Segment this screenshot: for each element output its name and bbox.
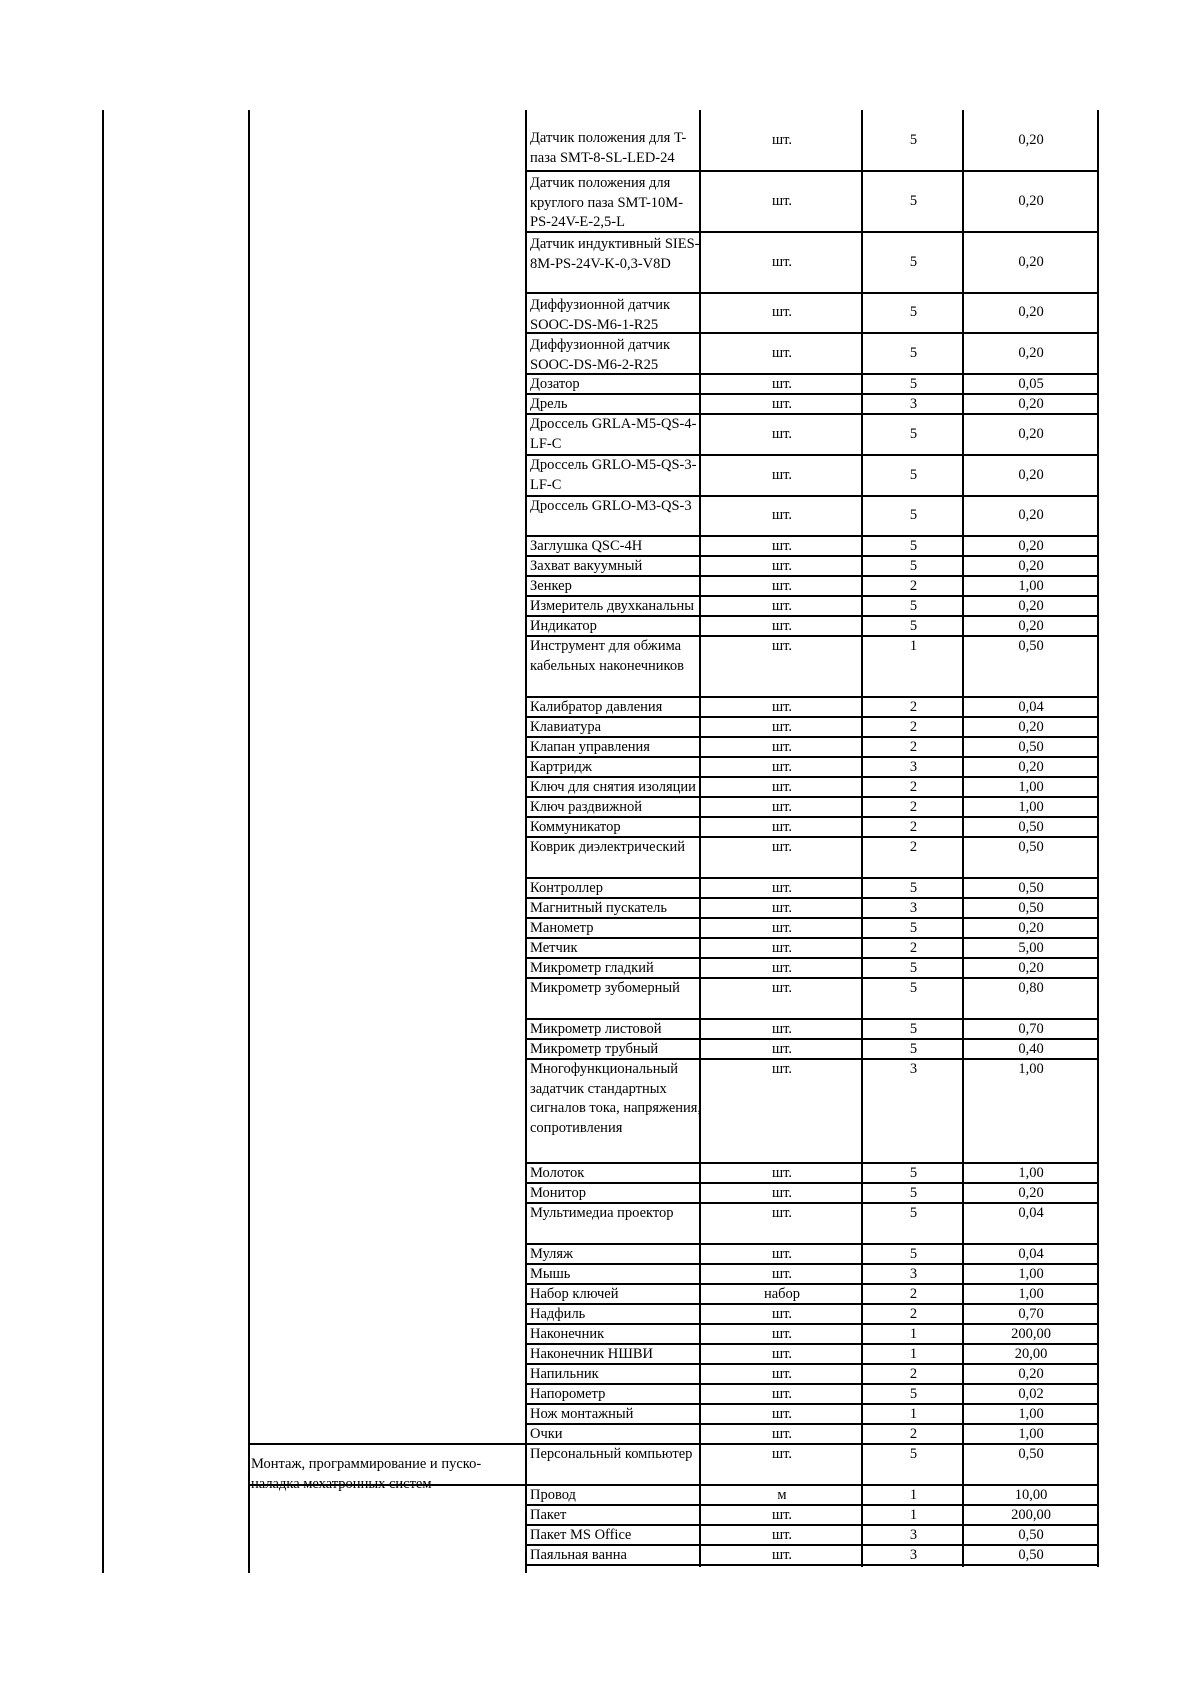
- item-quantity: 1: [909, 1487, 918, 1503]
- item-quantity: 2: [909, 578, 918, 594]
- section-title: Монтаж, программирование и пуско-наладка мехатронных систем: [251, 1456, 482, 1492]
- item-unit: шт.: [771, 376, 793, 392]
- item-name: Зенкер: [530, 578, 572, 594]
- item-norm: 0,20: [1018, 396, 1044, 412]
- item-unit: шт.: [771, 396, 793, 412]
- item-norm: 0,04: [1018, 699, 1044, 715]
- item-unit: шт.: [771, 1041, 793, 1057]
- item-norm: 0,20: [1018, 759, 1044, 775]
- item-name: Диффузионной датчик SOOC-DS-M6-1-R25: [530, 297, 671, 333]
- item-quantity: 5: [909, 1205, 918, 1221]
- item-norm: 0,40: [1018, 1041, 1044, 1057]
- item-unit: шт.: [771, 638, 793, 654]
- item-quantity: 3: [909, 396, 918, 412]
- item-norm: 1,00: [1018, 1286, 1044, 1302]
- item-unit: шт.: [771, 507, 793, 523]
- item-norm: 1,00: [1018, 1406, 1044, 1422]
- item-unit: шт.: [771, 467, 793, 483]
- item-norm: 0,20: [1018, 538, 1044, 554]
- item-name: Напильник: [530, 1366, 599, 1382]
- item-name: Паяльная ванна: [530, 1547, 627, 1563]
- item-quantity: 2: [909, 819, 918, 835]
- item-unit: набор: [763, 1286, 801, 1302]
- item-unit: шт.: [771, 426, 793, 442]
- item-quantity: 2: [909, 1286, 918, 1302]
- item-name: Измеритель двухканальны: [530, 598, 695, 614]
- item-unit: шт.: [771, 558, 793, 574]
- item-unit: шт.: [771, 598, 793, 614]
- item-norm: 0,20: [1018, 254, 1044, 270]
- item-quantity: 3: [909, 1061, 918, 1077]
- item-norm: 0,50: [1018, 739, 1044, 755]
- item-name: Мультимедиа проектор: [530, 1205, 674, 1221]
- item-unit: шт.: [771, 799, 793, 815]
- item-norm: 0,50: [1018, 900, 1044, 916]
- item-quantity: 2: [909, 719, 918, 735]
- item-quantity: 5: [909, 254, 918, 270]
- item-norm: 0,50: [1018, 638, 1044, 654]
- item-quantity: 3: [909, 759, 918, 775]
- item-quantity: 1: [909, 1507, 918, 1523]
- item-quantity: 5: [909, 960, 918, 976]
- item-name: Картридж: [530, 759, 592, 775]
- item-name: Магнитный пускатель: [530, 900, 667, 916]
- item-name: Очки: [530, 1426, 563, 1442]
- item-norm: 1,00: [1018, 1061, 1044, 1077]
- item-quantity: 5: [909, 920, 918, 936]
- item-norm: 0,50: [1018, 839, 1044, 855]
- item-quantity: 5: [909, 376, 918, 392]
- item-norm: 0,20: [1018, 598, 1044, 614]
- item-name: Монитор: [530, 1185, 586, 1201]
- item-unit: шт.: [771, 538, 793, 554]
- item-unit: шт.: [771, 1507, 793, 1523]
- item-name: Инструмент для обжима кабельных наконечников: [530, 638, 684, 674]
- item-name: Провод: [530, 1487, 576, 1503]
- item-name: Дроссель GRLO-M5-QS-3-LF-C: [530, 457, 697, 493]
- item-name: Ключ раздвижной: [530, 799, 643, 815]
- item-name: Дозатор: [530, 376, 580, 392]
- item-unit: шт.: [771, 618, 793, 634]
- item-unit: шт.: [771, 1446, 793, 1462]
- item-name: Датчик положения для круглого паза SMT-10M-PS-24V-E-2,5-L: [530, 175, 684, 230]
- item-unit: шт.: [771, 1185, 793, 1201]
- item-quantity: 2: [909, 1366, 918, 1382]
- item-unit: шт.: [771, 920, 793, 936]
- item-norm: 0,04: [1018, 1246, 1044, 1262]
- item-quantity: 5: [909, 1386, 918, 1402]
- item-name: Калибратор давления: [530, 699, 663, 715]
- item-unit: шт.: [771, 1426, 793, 1442]
- item-quantity: 5: [909, 1246, 918, 1262]
- item-norm: 200,00: [1011, 1507, 1051, 1523]
- item-unit: шт.: [771, 1246, 793, 1262]
- item-quantity: 5: [909, 980, 918, 996]
- item-norm: 0,20: [1018, 132, 1044, 148]
- item-norm: 0,20: [1018, 719, 1044, 735]
- item-unit: шт.: [771, 1021, 793, 1037]
- item-unit: шт.: [771, 1527, 793, 1543]
- item-unit: шт.: [771, 1205, 793, 1221]
- item-norm: 1,00: [1018, 799, 1044, 815]
- item-name: Датчик индуктивный SIES-8M-PS-24V-K-0,3-V8D: [530, 236, 700, 272]
- item-quantity: 1: [909, 1326, 918, 1342]
- item-unit: шт.: [771, 940, 793, 956]
- item-name: Пакет: [530, 1507, 567, 1523]
- item-norm: 1,00: [1018, 779, 1044, 795]
- item-norm: 0,20: [1018, 558, 1044, 574]
- item-norm: 0,20: [1018, 345, 1044, 361]
- item-name: Дроссель GRLA-M5-QS-4-LF-C: [530, 416, 697, 452]
- item-quantity: 2: [909, 739, 918, 755]
- item-quantity: 5: [909, 598, 918, 614]
- item-unit: шт.: [771, 1346, 793, 1362]
- row-divider: [525, 292, 1099, 294]
- item-norm: 0,50: [1018, 1547, 1044, 1563]
- item-name: Дрель: [530, 396, 568, 412]
- item-quantity: 5: [909, 507, 918, 523]
- item-quantity: 3: [909, 900, 918, 916]
- item-norm: 0,50: [1018, 1446, 1044, 1462]
- item-quantity: 2: [909, 1306, 918, 1322]
- item-norm: 0,50: [1018, 1527, 1044, 1543]
- item-quantity: 3: [909, 1527, 918, 1543]
- item-name: Микрометр зубомерный: [530, 980, 680, 996]
- item-quantity: 3: [909, 1547, 918, 1563]
- item-norm: 0,20: [1018, 618, 1044, 634]
- item-name: Индикатор: [530, 618, 597, 634]
- outer-left-border: [102, 110, 104, 1573]
- item-name: Микрометр гладкий: [530, 960, 654, 976]
- item-name: Коммуникатор: [530, 819, 621, 835]
- item-unit: шт.: [771, 1366, 793, 1382]
- item-name: Нож монтажный: [530, 1406, 634, 1422]
- item-unit: шт.: [771, 719, 793, 735]
- item-norm: 1,00: [1018, 1426, 1044, 1442]
- item-unit: шт.: [771, 304, 793, 320]
- item-quantity: 1: [909, 1346, 918, 1362]
- item-name: Молоток: [530, 1165, 585, 1181]
- item-unit: шт.: [771, 1406, 793, 1422]
- item-name: Контроллер: [530, 880, 603, 896]
- item-norm: 0,50: [1018, 880, 1044, 896]
- item-unit: м: [777, 1487, 787, 1503]
- section-column-border: [248, 110, 250, 1573]
- item-name: Муляж: [530, 1246, 574, 1262]
- item-name: Датчик положения для T-паза SMT-8-SL-LED-24: [530, 130, 687, 166]
- item-name: Ключ для снятия изоляции: [530, 779, 696, 795]
- item-norm: 0,20: [1018, 1185, 1044, 1201]
- item-quantity: 5: [909, 132, 918, 148]
- item-unit: шт.: [771, 578, 793, 594]
- item-norm: 1,00: [1018, 1165, 1044, 1181]
- item-unit: шт.: [771, 880, 793, 896]
- item-unit: шт.: [771, 1547, 793, 1563]
- item-quantity: 5: [909, 426, 918, 442]
- item-name: Дроссель GRLO-M3-QS-3: [530, 498, 692, 514]
- item-quantity: 1: [909, 638, 918, 654]
- item-unit: шт.: [771, 254, 793, 270]
- item-name: Напорометр: [530, 1386, 606, 1402]
- item-name: Захват вакуумный: [530, 558, 643, 574]
- item-norm: 0,70: [1018, 1306, 1044, 1322]
- item-name: Многофункциональный задатчик стандартных сигналов тока, напряжения, сопротивления: [530, 1061, 702, 1136]
- item-quantity: 3: [909, 1266, 918, 1282]
- item-quantity: 5: [909, 538, 918, 554]
- item-unit: шт.: [771, 1306, 793, 1322]
- item-quantity: 2: [909, 779, 918, 795]
- item-norm: 200,00: [1011, 1326, 1051, 1342]
- item-name: Наконечник НШВИ: [530, 1346, 654, 1362]
- item-norm: 0,70: [1018, 1021, 1044, 1037]
- item-norm: 0,20: [1018, 507, 1044, 523]
- item-quantity: 5: [909, 1185, 918, 1201]
- item-quantity: 5: [909, 467, 918, 483]
- item-name: Клавиатура: [530, 719, 602, 735]
- name-column-border: [525, 110, 527, 1573]
- item-name: Микрометр трубный: [530, 1041, 659, 1057]
- item-norm: 5,00: [1018, 940, 1044, 956]
- item-norm: 20,00: [1014, 1346, 1048, 1362]
- item-name: Манометр: [530, 920, 594, 936]
- item-quantity: 2: [909, 940, 918, 956]
- item-name: Мышь: [530, 1266, 571, 1282]
- item-norm: 0,04: [1018, 1205, 1044, 1221]
- item-name: Пакет MS Office: [530, 1527, 632, 1543]
- row-divider: [525, 170, 1099, 172]
- item-unit: шт.: [771, 1326, 793, 1342]
- item-unit: шт.: [771, 1386, 793, 1402]
- item-unit: шт.: [771, 345, 793, 361]
- item-name: Клапан управления: [530, 739, 650, 755]
- item-quantity: 2: [909, 799, 918, 815]
- item-quantity: 5: [909, 1041, 918, 1057]
- item-name: Метчик: [530, 940, 578, 956]
- item-quantity: 5: [909, 193, 918, 209]
- item-name: Персональный компьютер: [530, 1446, 693, 1462]
- item-unit: шт.: [771, 1165, 793, 1181]
- item-unit: шт.: [771, 193, 793, 209]
- item-name: Заглушка QSC-4H: [530, 538, 643, 554]
- item-quantity: 5: [909, 558, 918, 574]
- item-norm: 1,00: [1018, 578, 1044, 594]
- item-name: Надфиль: [530, 1306, 586, 1322]
- item-norm: 0,05: [1018, 376, 1044, 392]
- item-unit: шт.: [771, 132, 793, 148]
- item-norm: 0,20: [1018, 304, 1044, 320]
- item-quantity: 2: [909, 839, 918, 855]
- item-unit: шт.: [771, 739, 793, 755]
- item-unit: шт.: [771, 1266, 793, 1282]
- item-name: Набор ключей: [530, 1286, 619, 1302]
- item-name: Наконечник: [530, 1326, 605, 1342]
- section-top-rule: [248, 1443, 527, 1445]
- item-norm: 0,20: [1018, 1366, 1044, 1382]
- item-norm: 0,02: [1018, 1386, 1044, 1402]
- right-border: [1097, 110, 1099, 1567]
- item-name: Коврик диэлектрический: [530, 839, 685, 855]
- item-norm: 0,50: [1018, 819, 1044, 835]
- item-quantity: 5: [909, 618, 918, 634]
- item-unit: шт.: [771, 900, 793, 916]
- item-norm: 0,80: [1018, 980, 1044, 996]
- item-norm: 0,20: [1018, 426, 1044, 442]
- item-name: Диффузионной датчик SOOC-DS-M6-2-R25: [530, 337, 671, 373]
- item-norm: 0,20: [1018, 193, 1044, 209]
- item-quantity: 2: [909, 1426, 918, 1442]
- item-quantity: 1: [909, 1406, 918, 1422]
- item-norm: 1,00: [1018, 1266, 1044, 1282]
- item-quantity: 5: [909, 1165, 918, 1181]
- item-norm: 10,00: [1014, 1487, 1048, 1503]
- item-quantity: 5: [909, 1446, 918, 1462]
- item-unit: шт.: [771, 819, 793, 835]
- item-norm: 0,20: [1018, 960, 1044, 976]
- item-unit: шт.: [771, 699, 793, 715]
- item-quantity: 5: [909, 1021, 918, 1037]
- item-unit: шт.: [771, 839, 793, 855]
- item-unit: шт.: [771, 759, 793, 775]
- item-quantity: 2: [909, 699, 918, 715]
- item-unit: шт.: [771, 779, 793, 795]
- item-unit: шт.: [771, 980, 793, 996]
- item-quantity: 5: [909, 304, 918, 320]
- item-unit: шт.: [771, 1061, 793, 1077]
- item-name: Микрометр листовой: [530, 1021, 662, 1037]
- item-norm: 0,20: [1018, 467, 1044, 483]
- item-quantity: 5: [909, 880, 918, 896]
- item-unit: шт.: [771, 960, 793, 976]
- item-norm: 0,20: [1018, 920, 1044, 936]
- item-quantity: 5: [909, 345, 918, 361]
